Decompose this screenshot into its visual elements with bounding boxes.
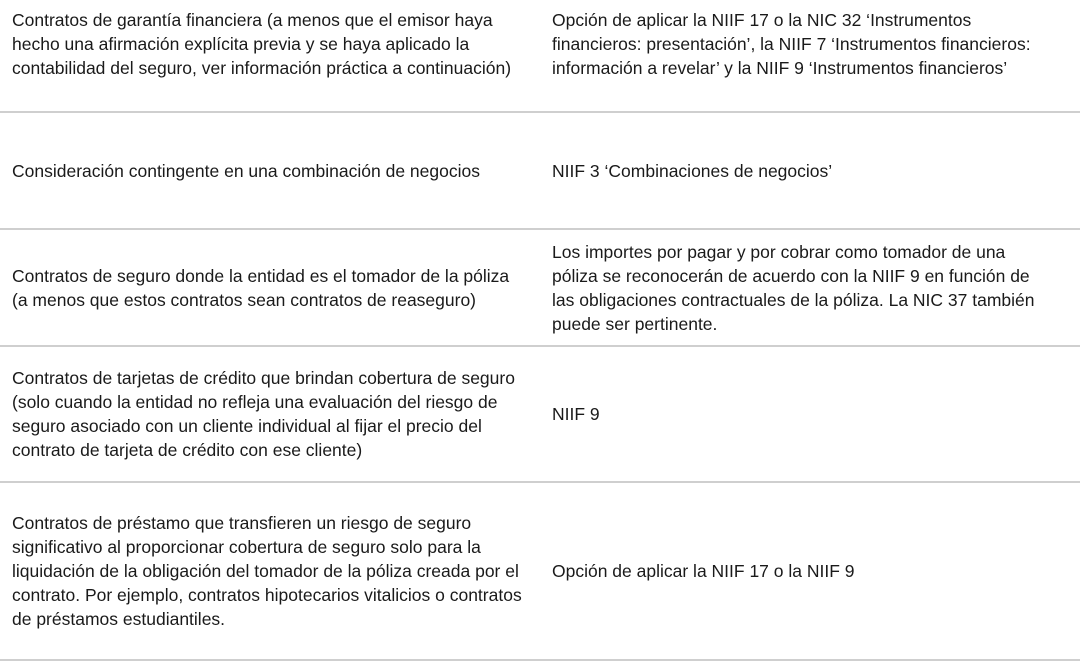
standard-text: NIIF 3 ‘Combinaciones de negocios’ — [552, 160, 833, 181]
item-text: Contratos de préstamo que transfieren un riesgo de seguro significativo al proporcionar cobertura de seguro solo para la liquidación de la obligación del tomador de la póliza creada por el contrato. Por ejemplo, contratos hipotecarios vitalicios o contratos de préstamos estudiantiles. — [12, 513, 522, 629]
item-cell — [0, 483, 540, 659]
item-text: Contratos de garantía financiera (a menos que el emisor haya hecho una afirmación explícita previa y se haya aplicado la contabilidad del seguro, ver información práctica a continuación) — [12, 10, 512, 78]
table-row — [0, 483, 1080, 661]
standard-text: Opción de aplicar la NIIF 17 o la NIIF 9 — [552, 561, 855, 581]
table-row — [0, 230, 1080, 347]
standard-text: Los importes por pagar y por cobrar como tomador de una póliza se reconocerán de acuerdo con la NIIF 9 en función de las obligaciones contractuales de la póliza. La NIC 37 también puede ser pertinente. — [552, 241, 1035, 334]
standard-text: Opción de aplicar la NIIF 17 o la NIC 32 ‘Instrumentos financieros: presentación’, la NIIF 7 ‘Instrumentos financieros: información a revelar’ y la NIIF 9 ‘Instrumentos financieros’ — [552, 10, 1031, 78]
table-row — [0, 0, 1080, 113]
standard-cell — [540, 113, 1080, 228]
item-cell — [0, 230, 540, 345]
standard-cell — [540, 483, 1080, 659]
standard-cell — [540, 230, 1080, 345]
standard-cell — [540, 347, 1080, 481]
item-text: Contratos de seguro donde la entidad es el tomador de la póliza (a menos que estos contratos sean contratos de reaseguro) — [12, 265, 510, 310]
item-cell — [0, 347, 540, 481]
standard-text: NIIF 9 — [552, 404, 600, 424]
table-row — [0, 113, 1080, 230]
standard-cell — [540, 4, 1080, 80]
item-text: Contratos de tarjetas de crédito que brindan cobertura de seguro (solo cuando la entidad no refleja una evaluación del riesgo de seguro asociado con un cliente individual al fijar el precio del contrato de tarjeta de crédito con ese cliente) — [12, 368, 515, 460]
table-row — [0, 347, 1080, 483]
item-text: Consideración contingente en una combinación de negocios — [12, 160, 480, 181]
item-cell — [0, 113, 540, 228]
item-cell — [0, 4, 540, 80]
